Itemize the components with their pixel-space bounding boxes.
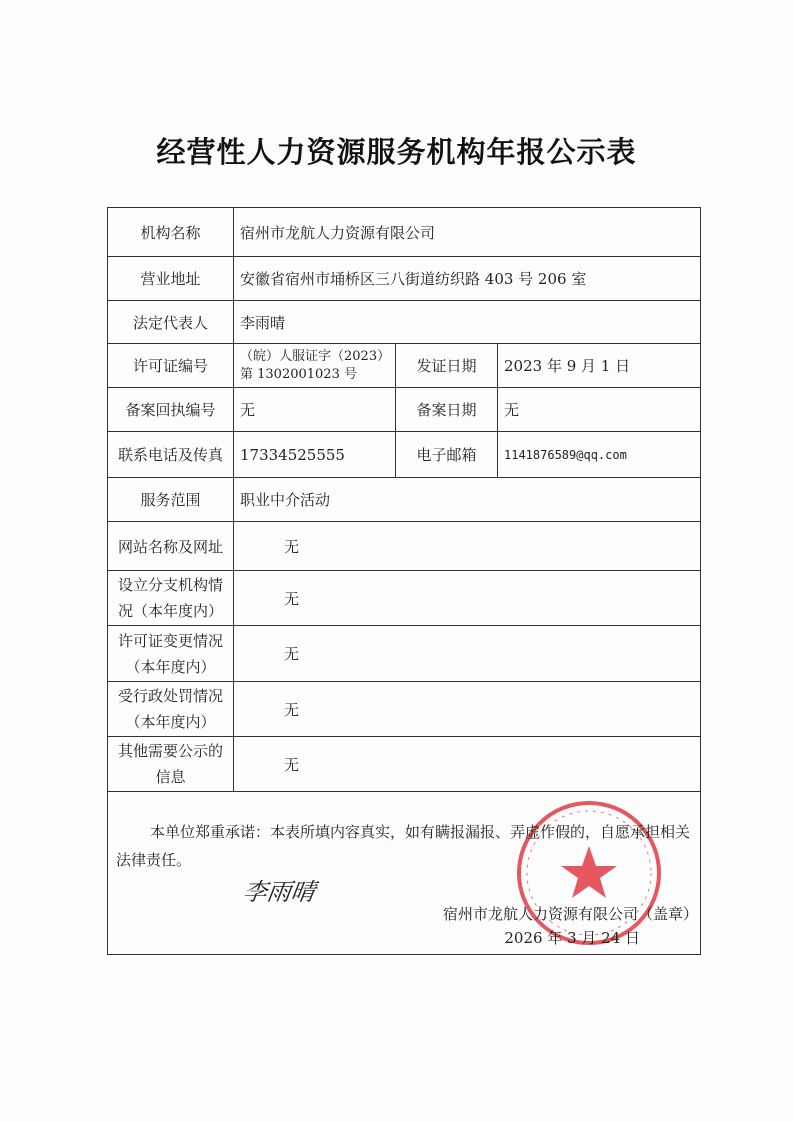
label-line: 受行政处罚情况: [117, 687, 223, 705]
signature: 李雨晴: [241, 878, 317, 906]
field-label: 发证日期: [396, 344, 498, 388]
label-line: 其他需要公示的: [117, 742, 223, 760]
field-value: 无: [234, 522, 701, 571]
field-value: 安徽省宿州市埇桥区三八街道纺织路 403 号 206 室: [234, 257, 701, 301]
table-row: [108, 737, 701, 792]
field-value: 职业中介活动: [234, 478, 701, 522]
field-value: 无: [234, 626, 701, 682]
field-label: 机构名称: [108, 208, 234, 257]
field-value: 宿州市龙航人力资源有限公司: [234, 208, 701, 257]
field-label: 许可证编号: [108, 344, 234, 388]
declaration-text: 本单位郑重承诺：本表所填内容真实，如有瞒报漏报、弄虚作假的，自愿承担相关法律责任。: [116, 823, 691, 869]
label-line: （本年度内）: [125, 713, 216, 731]
field-value: 17334525555: [234, 432, 396, 478]
table-row: [108, 432, 701, 478]
annual-report-table: [107, 207, 701, 955]
field-value: [234, 344, 396, 388]
field-label: 营业地址: [108, 257, 234, 301]
table-row: [108, 682, 701, 737]
field-label: [108, 737, 234, 792]
field-label: [108, 626, 234, 682]
table-row: [108, 301, 701, 344]
field-label: 服务范围: [108, 478, 234, 522]
field-label: 备案日期: [396, 388, 498, 432]
field-value: 无: [234, 571, 701, 626]
declaration-cell: [108, 792, 701, 955]
page-title: 经营性人力资源服务机构年报公示表: [156, 135, 637, 169]
label-line: 信息: [155, 768, 186, 786]
label-line: （本年度内）: [125, 657, 216, 676]
field-value: 无: [234, 388, 396, 432]
field-value: 2023 年 9 月 1 日: [498, 344, 701, 388]
field-value: 无: [498, 388, 701, 432]
table-row: [108, 792, 701, 955]
table-row: [108, 571, 701, 626]
table-row: [108, 208, 701, 257]
label-line: 设立分支机构情: [117, 576, 223, 594]
field-label: 备案回执编号: [108, 388, 234, 432]
license-line-1: （皖）人服证字（2023）: [240, 348, 391, 364]
field-label: [108, 571, 234, 626]
field-label: 网站名称及网址: [108, 522, 234, 571]
field-value: 无: [234, 737, 701, 792]
field-value: 1141876589@qq.com: [498, 432, 701, 478]
label-line: 况（本年度内）: [117, 602, 223, 620]
field-label: 电子邮箱: [396, 432, 498, 478]
field-label: 法定代表人: [108, 301, 234, 344]
company-seal-label: 宿州市龙航人力资源有限公司（盖章）: [443, 905, 699, 923]
label-line: 许可证变更情况: [117, 631, 223, 650]
declaration-date: 2026 年 3 月 24 日: [504, 929, 641, 947]
table-row: [108, 257, 701, 301]
table-row: [108, 626, 701, 682]
table-row: [108, 478, 701, 522]
field-label: 联系电话及传真: [108, 432, 234, 478]
license-line-2: 第 1302001023 号: [240, 366, 357, 382]
field-label: [108, 682, 234, 737]
table-row: [108, 388, 701, 432]
table-row: [108, 522, 701, 571]
table-row: [108, 344, 701, 388]
field-value: 无: [234, 682, 701, 737]
field-value: 李雨晴: [234, 301, 701, 344]
